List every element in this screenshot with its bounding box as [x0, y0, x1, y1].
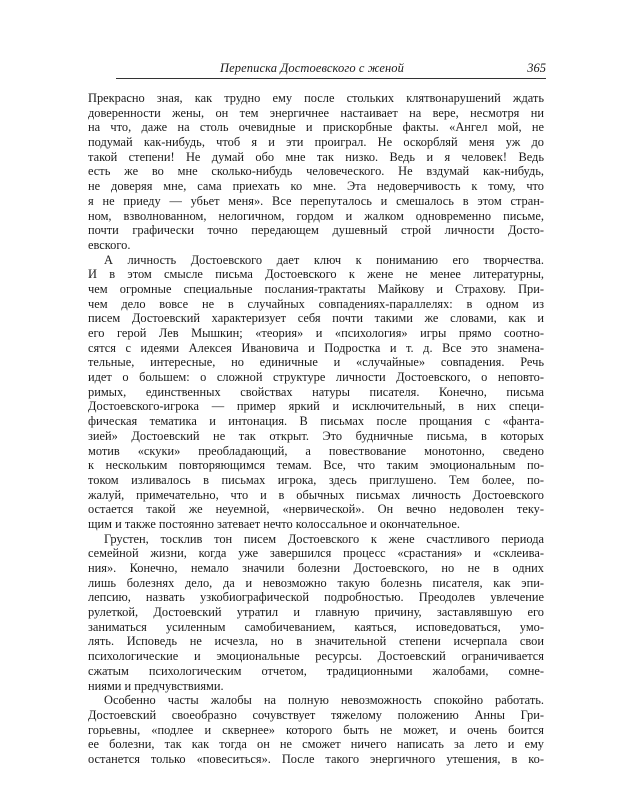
- text-line: почти графически точно передающем душевный строй личности Досто-: [88, 223, 544, 238]
- text-line: ном, взволнованном, нелогичном, гордом и жалком одновременно письме,: [88, 208, 544, 223]
- text-line: горьевны, «подлее и сквернее» которого быть не может, и очень боится: [88, 722, 544, 737]
- text-line: на что, даже на столь очевидные и прискорбные факты. «Ангел мой, не: [88, 120, 544, 135]
- text-line: евского.: [88, 237, 131, 252]
- text-line: щим и также постоянно затевает нечто колоссальное и окончательное.: [88, 516, 460, 531]
- text-line: ее болезни, так как тогда он не сможет ничего написать за лето и ему: [88, 737, 544, 752]
- text-line: лять. Исповедь не исчезла, но в значительной степени исчерпала свои: [88, 634, 544, 649]
- text-line: психологические и эмоциональные ресурсы. Достоевский ограничивается: [88, 649, 544, 664]
- text-line: зией» Достоевский не так открыт. Это будничные письма, в которых: [88, 428, 544, 443]
- text-line: фическая тематика и интонация. В письмах после прощания с «фанта-: [88, 414, 544, 429]
- text-line: есть же во мне сколько-нибудь человеческого. Не вздумай как-нибудь,: [88, 164, 544, 179]
- text-line: семейной жизни, когда уже завершился процесс «срастания» и «склеива-: [88, 546, 544, 561]
- text-line: сятся с идеями Алексея Ивановича и Подростка и т. д. Все это знамена-: [88, 340, 544, 355]
- running-title: Переписка Достоевского с женой: [220, 61, 404, 75]
- page-number: 365: [527, 61, 546, 75]
- running-head: [116, 60, 546, 76]
- text-line: током изливалось в письмах игрока, здесь приглушено. Тем более, по-: [88, 472, 544, 487]
- text-line: подумай как-нибудь, чтоб я и эти проиграл. Не оскорбляй меня уж до: [88, 135, 544, 150]
- text-line: писем Достоевский характеризует себя почти такими же словами, как и: [88, 311, 544, 326]
- text-line: сжатым психологическим отчетом, традиционными жалобами, сомне-: [88, 663, 544, 678]
- text-line: заниматься усиленным самобичеванием, каяться, исповедоваться, умо-: [88, 619, 544, 634]
- text-line: ниями и предчувствиями.: [88, 678, 224, 693]
- text-line: римых, единственных свойствах натуры писателя. Конечно, письма: [88, 384, 544, 399]
- text-line: чем огромные специальные послания-трактаты Майкову и Страхову. При-: [88, 281, 544, 296]
- text-line: лепсию, назвать узкобиографической подробностью. Преодолев увлечение: [88, 590, 544, 605]
- header-rule: [116, 78, 546, 79]
- body-text: [88, 91, 544, 767]
- text-line: лишь болезнях дело, да и невозможно такую болезнь писателя, как эпи-: [88, 575, 544, 590]
- text-line: Достоевский своеобразно сочувствует тяжелому положению Анны Гри-: [88, 707, 544, 722]
- text-line: И в этом смысле письма Достоевского к жене не менее литературны,: [88, 267, 544, 282]
- text-line: его герой Лев Мышкин; «теория» и «психология» игры прямо соотно-: [88, 326, 544, 340]
- text-line: останется только «повеситься». После такого энергичного утешения, в ко-: [88, 751, 544, 766]
- text-line: жалуй, примечательно, что и в обычных письмах личность Достоевского: [88, 487, 544, 502]
- text-line: такой степени! Не думай обо мне так низко. Ведь и я человек! Ведь: [88, 149, 544, 164]
- text-line: чем дело вовсе не в случайных совпадениях-параллелях: в одном из: [88, 296, 544, 311]
- text-line: рулеткой, Достоевский утратил и главную причину, заставлявшую его: [88, 605, 544, 620]
- text-line: не доверяя мне, сама приехать ко мне. Эта недоверчивость к тому, что: [88, 179, 544, 194]
- text-line: остается такой же неуемной, «нервической». Он вечно недоволен теку-: [88, 502, 544, 517]
- text-line: А личность Достоевского дает ключ к пониманию его творчества.: [104, 252, 544, 267]
- text-line: я не приеду — убьет меня». Все перепуталось и смешалось в этом стран-: [88, 193, 544, 208]
- text-line: Прекрасно зная, как трудно ему после стольких клятвонарушений ждать: [88, 91, 544, 105]
- text-line: доверенности жены, он тем энергичнее настаивает на вере, несмотря ни: [88, 105, 544, 120]
- text-line: идет о большем: о сложной структуре личности Достоевского, о неповто-: [88, 370, 544, 385]
- text-line: тельные, интересные, но единичные и «случайные» совпадения. Речь: [88, 355, 544, 370]
- text-line: Достоевского-игрока — пример яркий и исключительный, в них специ-: [88, 399, 544, 414]
- text-line: мотив «скуки» преобладающий, а повествование монотонно, сведено: [88, 443, 544, 458]
- text-line: Особенно часты жалобы на полную невозможность спокойно работать.: [104, 693, 544, 708]
- text-line: ния». Конечно, немало значили болезни Достоевского, но не в одних: [88, 561, 544, 575]
- text-line: к нескольким повторяющимся темам. Все, что таким эмоциональным по-: [88, 458, 544, 473]
- text-line: Грустен, тосклив тон писем Достоевского к жене счастливого периода: [104, 531, 544, 546]
